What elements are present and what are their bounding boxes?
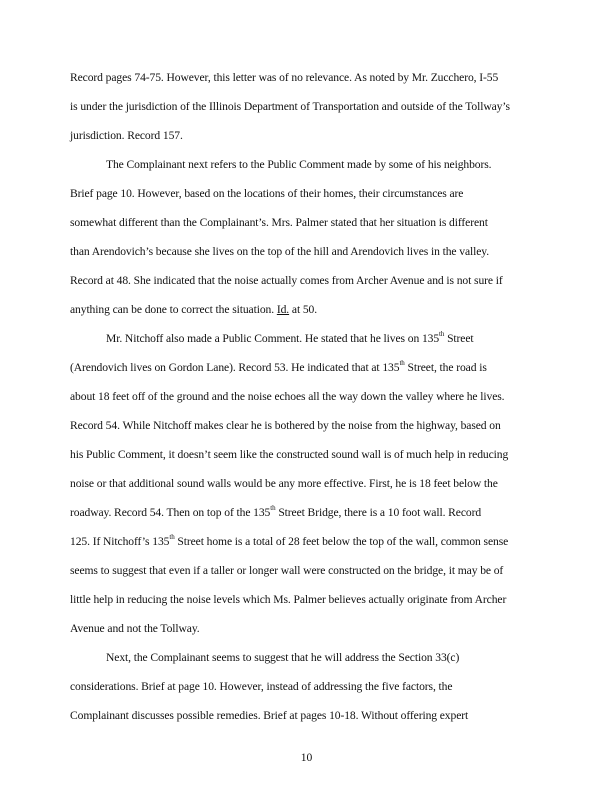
text-line: Brief page 10. However, based on the locations of their homes, their circumstances are [70, 187, 464, 200]
text-line: is under the jurisdiction of the Illinois Department of Transportation and outside of the Tollway’s [70, 100, 510, 113]
text-line: roadway. Record 54. Then on top of the 135th Street Bridge, there is a 10 foot wall. Record [70, 504, 482, 519]
paragraph-first-line: The Complainant next refers to the Public Comment made by some of his neighbors. [106, 158, 492, 171]
citation-id: Id. [276, 303, 290, 316]
text-line: Record 54. While Nitchoff makes clear he is bothered by the noise from the highway, based on [70, 419, 501, 432]
text-line: jurisdiction. Record 157. [70, 129, 183, 142]
text-line: considerations. Brief at page 10. However, instead of addressing the five factors, the [70, 680, 453, 693]
paragraph-first-line: Mr. Nitchoff also made a Public Comment. He stated that he lives on 135th Street [106, 330, 474, 345]
text-line: than Arendovich’s because she lives on the top of the hill and Arendovich lives in the valley. [70, 245, 490, 258]
paragraph-first-line: Next, the Complainant seems to suggest that he will address the Section 33(c) [106, 651, 460, 664]
text-line: Record at 48. She indicated that the noise actually comes from Archer Avenue and is not sure if [70, 274, 503, 287]
text-line: his Public Comment, it doesn’t seem like the constructed sound wall is of much help in reducing [70, 448, 509, 461]
page-number: 10 [300, 751, 313, 764]
text-line: Record pages 74-75. However, this letter was of no relevance. As noted by Mr. Zucchero, I-55 [70, 71, 499, 84]
text-line: anything can be done to correct the situation. Id. at 50. [70, 303, 318, 316]
text-line: noise or that additional sound walls would be any more effective. First, he is 18 feet below the [70, 477, 498, 490]
text-line: Avenue and not the Tollway. [70, 622, 200, 635]
text-line: about 18 feet off of the ground and the noise echoes all the way down the valley where he lives. [70, 390, 505, 403]
text-line: somewhat different than the Complainant’s. Mrs. Palmer stated that her situation is different [70, 216, 488, 229]
text-line: (Arendovich lives on Gordon Lane). Record 53. He indicated that at 135th Street, the road is [70, 359, 487, 374]
text-line: Complainant discusses possible remedies. Brief at pages 10-18. Without offering expert [70, 709, 469, 722]
text-line: 125. If Nitchoff’s 135th Street home is a total of 28 feet below the top of the wall, common sense [70, 533, 509, 548]
text-line: seems to suggest that even if a taller or longer wall were constructed on the bridge, it may be of [70, 564, 504, 577]
text-line: little help in reducing the noise levels which Ms. Palmer believes actually originate from Archer [70, 593, 507, 606]
